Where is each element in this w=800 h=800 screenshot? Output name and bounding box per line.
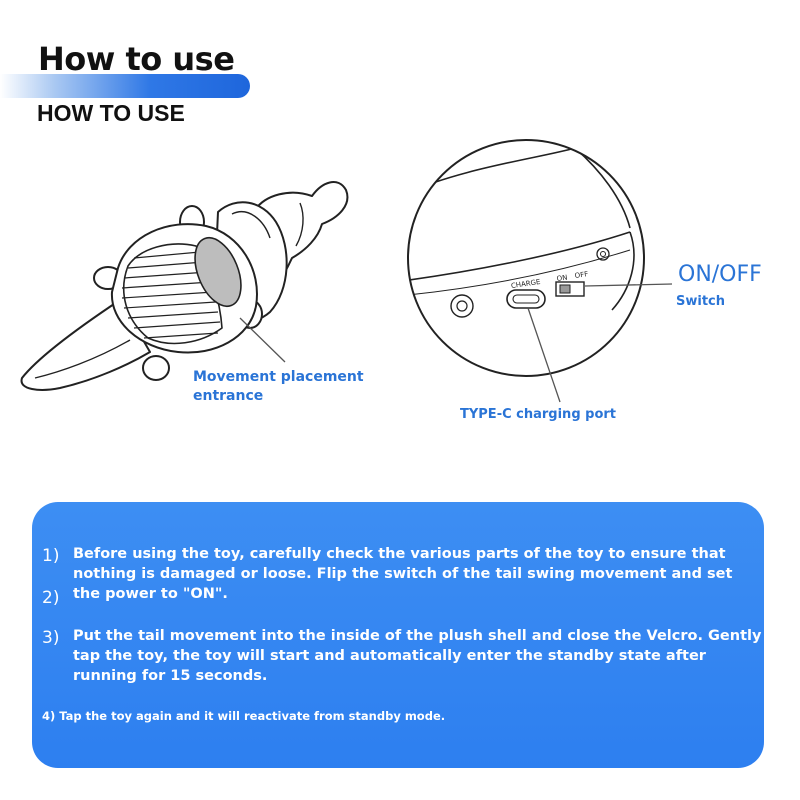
typec-port-label: TYPE-C charging port [460,407,617,422]
step-number-3: 3) [42,628,60,648]
device-charge-text: CHARGE [510,277,541,291]
switch-label: Switch [676,294,726,309]
step-number-1: 1) [42,546,60,566]
step-number-2: 2) [42,588,60,608]
device-closeup [395,120,700,402]
toy-illustration [22,182,348,390]
page-title: How to use [38,40,235,78]
device-on-text: ON [556,273,568,283]
step-4-text: 4) Tap the toy again and it will reactivate from standby mode. [42,709,446,723]
device-off-text: OFF [574,270,589,280]
step-3-text: Put the tail movement into the inside of the plush shell and close the Velcro. Gently tap the toy, the toy will start and automatically enter the standby state after running for 15 seconds. [73,628,762,684]
movement-entrance-label: Movement placement entrance [193,369,364,404]
page-subtitle: HOW TO USE [37,100,185,126]
step-1-text: Before using the toy, carefully check the various parts of the toy to ensure that nothing is damaged or loose. Flip the switch of the tail swing movement and set the power to "ON". [73,546,733,602]
onoff-label: ON/OFF [678,262,762,287]
